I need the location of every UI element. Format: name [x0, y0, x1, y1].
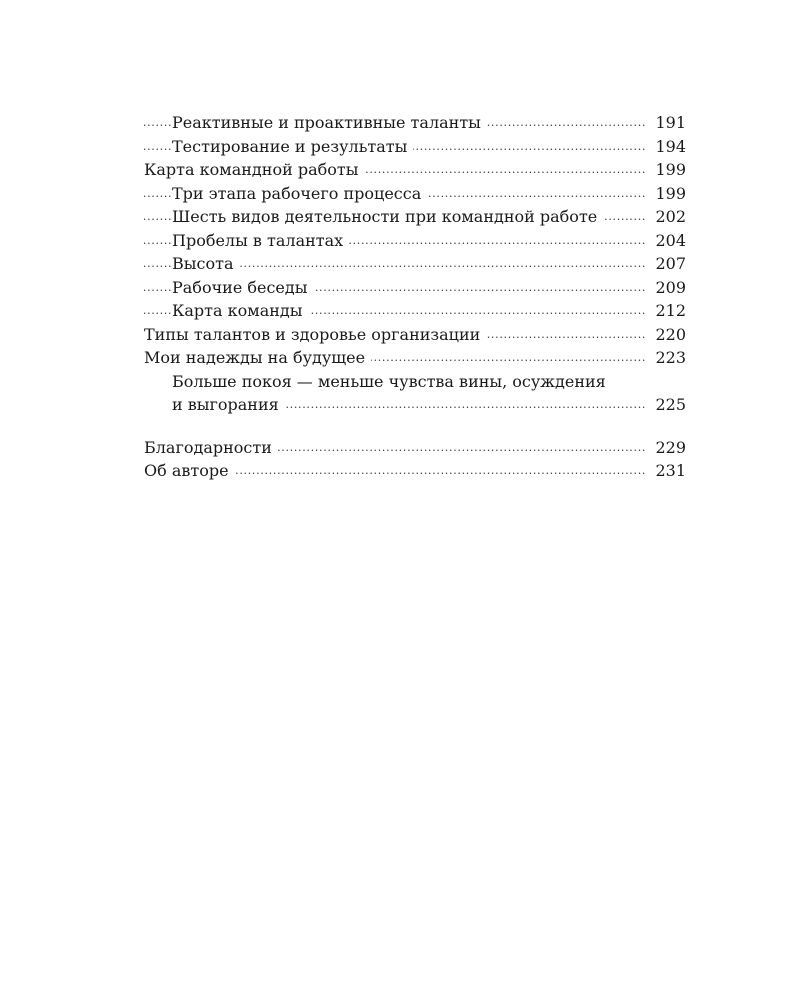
toc-entry-page: 191: [649, 111, 686, 135]
toc-entry: [144, 252, 686, 276]
toc-entry: [144, 158, 686, 182]
toc-entry-title: Карта командной работы: [144, 160, 364, 179]
toc-entry-page: 199: [649, 158, 686, 182]
toc-entry-page: 220: [649, 323, 686, 347]
toc-entry-title: Карта команды: [172, 301, 309, 320]
toc-entry-title: Типы талантов и здоровье организации: [144, 325, 486, 344]
toc-entry-page: 207: [649, 252, 686, 276]
toc-entry: [144, 205, 686, 229]
toc-entry: [144, 135, 686, 159]
toc-entry: [144, 346, 686, 370]
toc-entry-page: 229: [649, 436, 686, 460]
toc-entry-page: 204: [649, 229, 686, 253]
toc-entry-title-line1: Больше покоя — меньше чувства вины, осуждения: [172, 371, 606, 391]
toc-entry: [144, 323, 686, 347]
toc-entry: [144, 276, 686, 300]
toc-entry-title: Об авторе: [144, 461, 235, 480]
toc-entry: [144, 229, 686, 253]
toc-entry-page: 194: [649, 135, 686, 159]
toc-entry-title-line2: и выгорания: [172, 395, 285, 414]
toc-entry-page: 223: [649, 346, 686, 370]
toc-entry: [144, 370, 686, 417]
toc-entry-page: 231: [649, 459, 686, 483]
table-of-contents: [144, 111, 686, 483]
toc-entry: [144, 299, 686, 323]
toc-entry-page: 212: [649, 299, 686, 323]
toc-entry-title: Шесть видов деятельности при командной работе: [172, 207, 603, 226]
toc-entry-title: Высота: [172, 254, 239, 273]
toc-entry: [144, 111, 686, 135]
toc-entry-title: Мои надежды на будущее: [144, 348, 371, 367]
toc-entry-title: Реактивные и проактивные таланты: [172, 113, 487, 132]
toc-entry-title: Три этапа рабочего процесса: [172, 184, 427, 203]
section-gap: [144, 417, 686, 436]
toc-entry-page: 209: [649, 276, 686, 300]
toc-entry: [144, 182, 686, 206]
toc-entry-title: Тестирование и результаты: [172, 137, 413, 156]
toc-entry-title: Благодарности: [144, 438, 278, 457]
toc-entry-title: Рабочие беседы: [172, 278, 313, 297]
toc-entry-title: Пробелы в талантах: [172, 231, 349, 250]
toc-entry: [144, 459, 686, 483]
toc-entry: [144, 436, 686, 460]
toc-entry-page: 199: [649, 182, 686, 206]
toc-entry-page: 202: [649, 205, 686, 229]
toc-entry-page: 225: [649, 393, 686, 417]
